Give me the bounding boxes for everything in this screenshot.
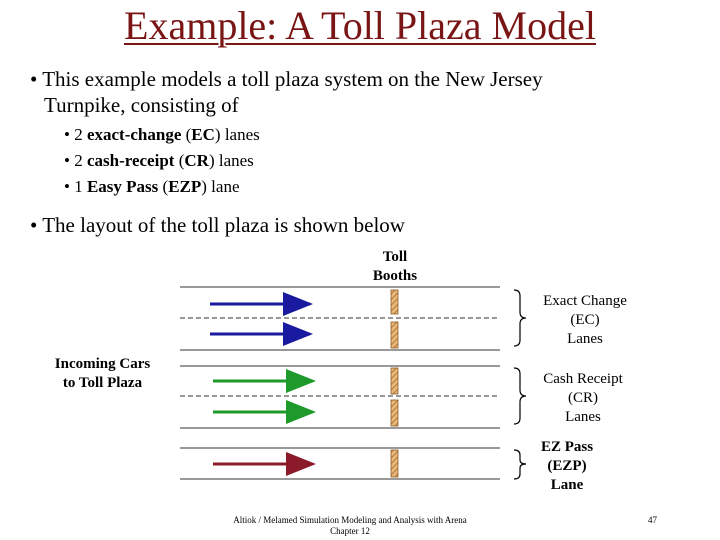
toll-booth (391, 400, 398, 426)
car-arrows (210, 304, 313, 464)
lane-lines (180, 287, 500, 479)
ec-lanes-label: Exact Change (EC) Lanes (543, 293, 627, 347)
toll-booth (391, 290, 398, 314)
layout-bullet: • The layout of the toll plaza is shown below (30, 213, 405, 237)
footer-credit: Altiok / Melamed Simulation Modeling and Analysis with Arena Chapter 12 (233, 515, 467, 536)
sub-bullet-ezp: • 1 Easy Pass (EZP) lane (64, 177, 240, 196)
intro-line-2: Turnpike, consisting of (44, 93, 239, 117)
sub-bullet-cr: • 2 cash-receipt (CR) lanes (64, 151, 254, 170)
incoming-cars-label: Incoming Cars to Toll Plaza (54, 356, 151, 391)
toll-booth (391, 368, 398, 394)
toll-booth (391, 322, 398, 348)
page-number: 47 (648, 515, 657, 525)
toll-booth (391, 450, 398, 477)
toll-booths-label: Toll Booths (372, 249, 418, 284)
intro-line-1: • This example models a toll plaza system on the New Jersey (30, 67, 543, 91)
brace-cr (514, 368, 526, 424)
ezp-lane-label: EZ Pass (EZP) Lane (540, 439, 594, 493)
sub-bullet-ec: • 2 exact-change (EC) lanes (64, 125, 260, 144)
brace-ec (514, 290, 526, 346)
cr-lanes-label: Cash Receipt (CR) Lanes (543, 371, 623, 425)
slide-title: Example: A Toll Plaza Model (124, 3, 596, 48)
